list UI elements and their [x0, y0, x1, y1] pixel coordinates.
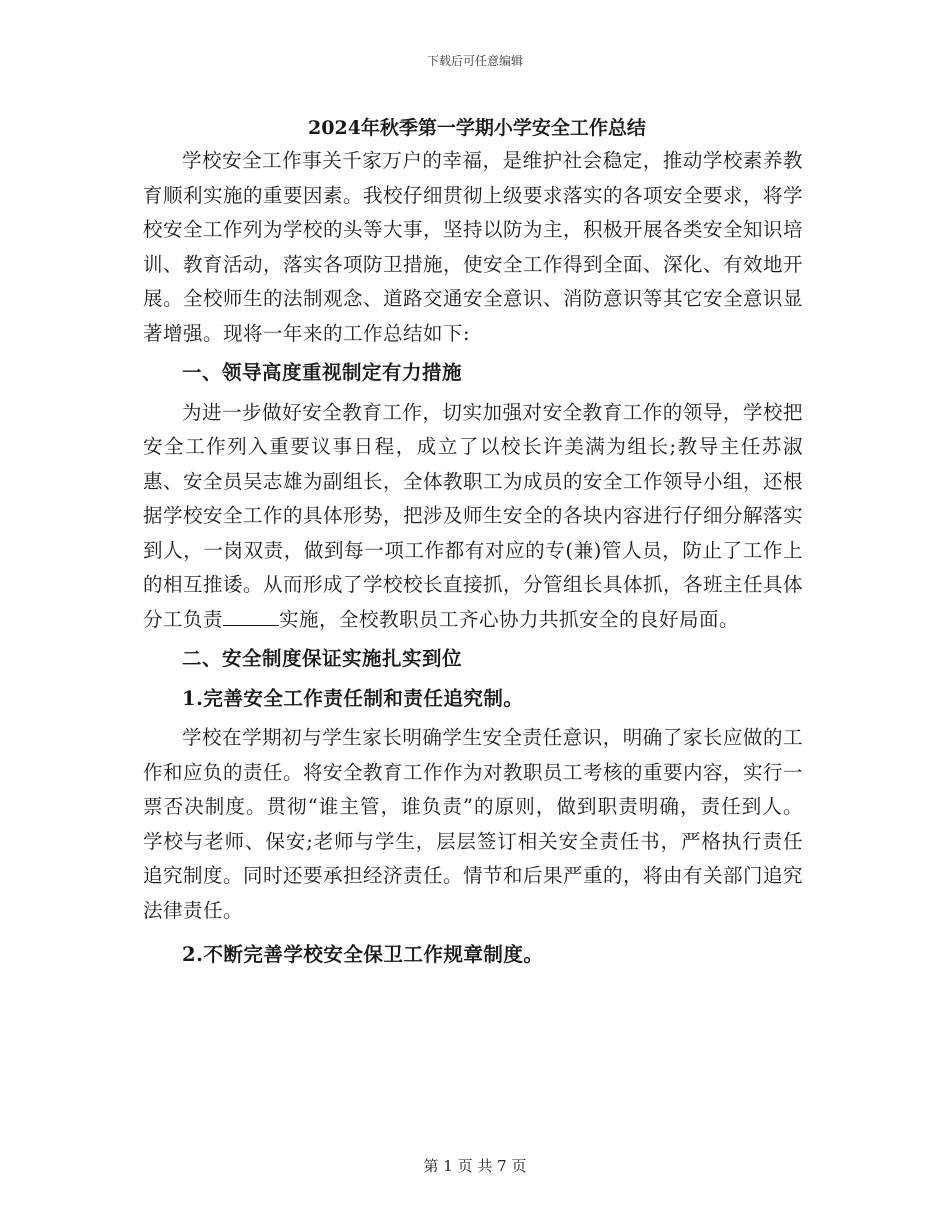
section2-sub2-heading: 2.不断完善学校安全保卫工作规章制度。 [182, 943, 544, 966]
document-title: 2024年秋季第一学期小学安全工作总结 [308, 117, 646, 139]
section2-heading: 二、安全制度保证实施扎实到位 [182, 647, 463, 670]
fill-in-blank [223, 607, 279, 626]
document-body [143, 112, 803, 973]
section2-sub1-paragraph: 学校在学期初与学生家长明确学生安全责任意识，明确了家长应做的工作和应负的责任。将安全教育工作作为对教职员工考核的重要内容，实行一票否决制度。贯彻“谁主管，谁负责”的原则，做到职责明确，责任到人。学校与老师、保安;老师与学生，层层签订相关安全责任书，严格执行责任追究制度。同时还要承担经济责任。情节和后果严重的，将由有关部门追究法律责任。 [143, 726, 804, 922]
section1-heading: 一、领导高度重视制定有力措施 [182, 361, 463, 384]
section1-paragraph [143, 396, 803, 638]
intro-paragraph: 学校安全工作事关千家万户的幸福，是维护社会稳定，推动学校素养教育顺利实施的重要因素。我校仔细贯彻上级要求落实的各项安全要求，将学校安全工作列为学校的头等大事，坚持以防为主，积极开展各类安全知识培训、教育活动，落实各项防卫措施，使安全工作得到全面、深化、有效地开展。全校师生的法制观念、道路交通安全意识、消防意识等其它安全意识显著增强。现将一年来的工作总结如下: [143, 149, 804, 345]
section1-text-part1: 为进一步做好安全教育工作，切实加强对安全教育工作的领导，学校把安全工作列入重要议事日程，成立了以校长许美满为组长;教导主任苏淑惠、安全员吴志雄为副组长，全体教职工为成员的安全工作领导小组，还根据学校安全工作的具体形势，把涉及师生安全的各块内容进行仔细分解落实到人，一岗双责，做到每一项工作都有对应的专(兼)管人员，防止了工作上的相互推诿。从而形成了学校校长直接抓，分管组长具体抓，各班主任具体分工负责 [143, 400, 804, 631]
page-header: 下载后可任意编辑 [426, 54, 523, 68]
page-footer: 第 1 页 共 7 页 [423, 1157, 527, 1175]
section1-text-part2: 实施，全校教职员工齐心协力共抓安全的良好局面。 [279, 607, 740, 631]
section2-sub1-heading: 1.完善安全工作责任制和责任追究制。 [182, 686, 524, 710]
